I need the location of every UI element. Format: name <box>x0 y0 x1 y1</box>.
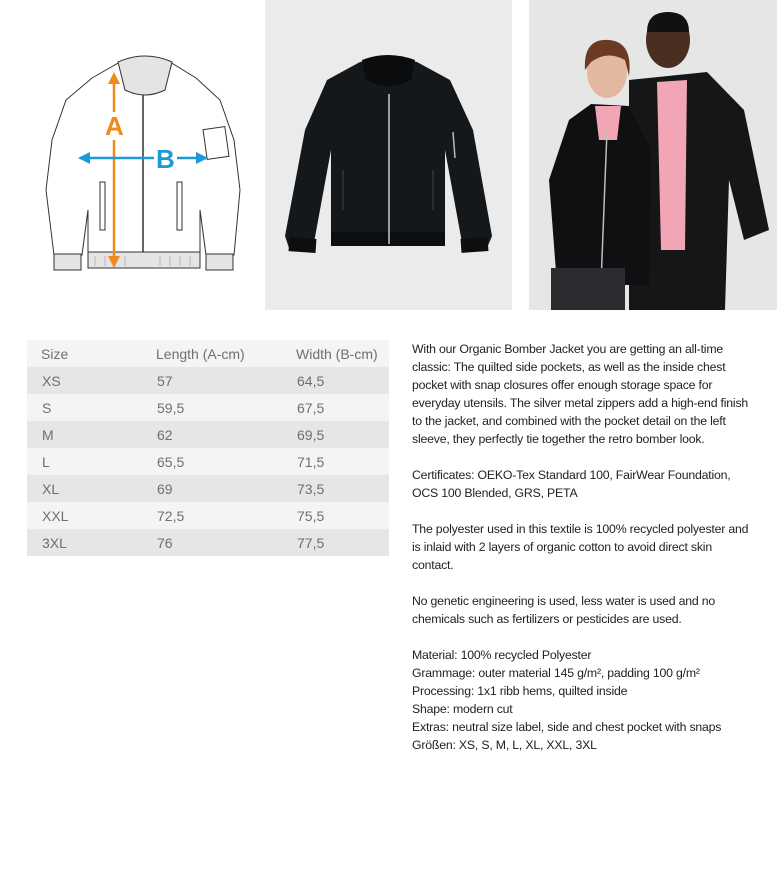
size-chart-table <box>27 340 389 556</box>
length-cell: 69 <box>142 475 282 502</box>
table-header-row <box>27 340 389 367</box>
width-cell: 75,5 <box>282 502 389 529</box>
size-cell: XL <box>27 475 142 502</box>
table-row <box>27 421 389 448</box>
size-cell: XXL <box>27 502 142 529</box>
table-row <box>27 475 389 502</box>
description-polyester: The polyester used in this textile is 100% recycled polyester and is inlaid with 2 layers of organic cotton to avoid direct skin contact. <box>412 522 749 572</box>
table-row <box>27 367 389 394</box>
length-cell: 72,5 <box>142 502 282 529</box>
width-cell: 71,5 <box>282 448 389 475</box>
length-cell: 65,5 <box>142 448 282 475</box>
size-cell: XS <box>27 367 142 394</box>
width-cell: 73,5 <box>282 475 389 502</box>
size-cell: S <box>27 394 142 421</box>
description-sustainability: No genetic engineering is used, less water is used and no chemicals such as fertilizers or pesticides are used. <box>412 594 716 626</box>
spec-processing: Processing: 1x1 ribb hems, quilted inside <box>412 684 628 698</box>
models-photo <box>529 0 777 310</box>
width-cell: 67,5 <box>282 394 389 421</box>
size-cell: 3XL <box>27 529 142 556</box>
spec-material: Material: 100% recycled Polyester <box>412 648 592 662</box>
length-cell: 76 <box>142 529 282 556</box>
product-photo <box>265 0 512 310</box>
header-length: Length (A-cm) <box>142 340 282 367</box>
header-width: Width (B-cm) <box>282 340 389 367</box>
spec-shape: Shape: modern cut <box>412 702 513 716</box>
table-row <box>27 448 389 475</box>
size-cell: M <box>27 421 142 448</box>
description-certificates: Certificates: OEKO-Tex Standard 100, FairWear Foundation, OCS 100 Blended, GRS, PETA <box>412 468 731 500</box>
label-a: A <box>105 111 124 141</box>
width-cell: 69,5 <box>282 421 389 448</box>
width-cell: 77,5 <box>282 529 389 556</box>
size-cell: L <box>27 448 142 475</box>
black-bomber-jacket-image <box>265 0 512 310</box>
product-description <box>412 340 752 754</box>
measurement-diagram <box>0 0 262 310</box>
spec-sizes: Größen: XS, S, M, L, XL, XXL, 3XL <box>412 738 597 752</box>
table-row <box>27 502 389 529</box>
table-row <box>27 394 389 421</box>
spec-extras: Extras: neutral size label, side and chest pocket with snaps <box>412 720 722 734</box>
jacket-line-drawing <box>0 0 262 310</box>
table-row <box>27 529 389 556</box>
length-cell: 62 <box>142 421 282 448</box>
models-wearing-jackets-image <box>529 0 777 310</box>
length-cell: 59,5 <box>142 394 282 421</box>
width-cell: 64,5 <box>282 367 389 394</box>
label-b: B <box>156 144 175 174</box>
length-cell: 57 <box>142 367 282 394</box>
description-intro: With our Organic Bomber Jacket you are getting an all-time classic: The quilted side pockets, as well as the inside chest pocket with snap closures offer enough storage space for everyday utensils. The silver metal zippers add a high-end finish to the jacket, and combined with the pocket detail on the left sleeve, they perfectly tie together the retro bomber look. <box>412 342 749 446</box>
header-size: Size <box>27 340 142 367</box>
spec-grammage: Grammage: outer material 145 g/m², padding 100 g/m² <box>412 666 700 680</box>
